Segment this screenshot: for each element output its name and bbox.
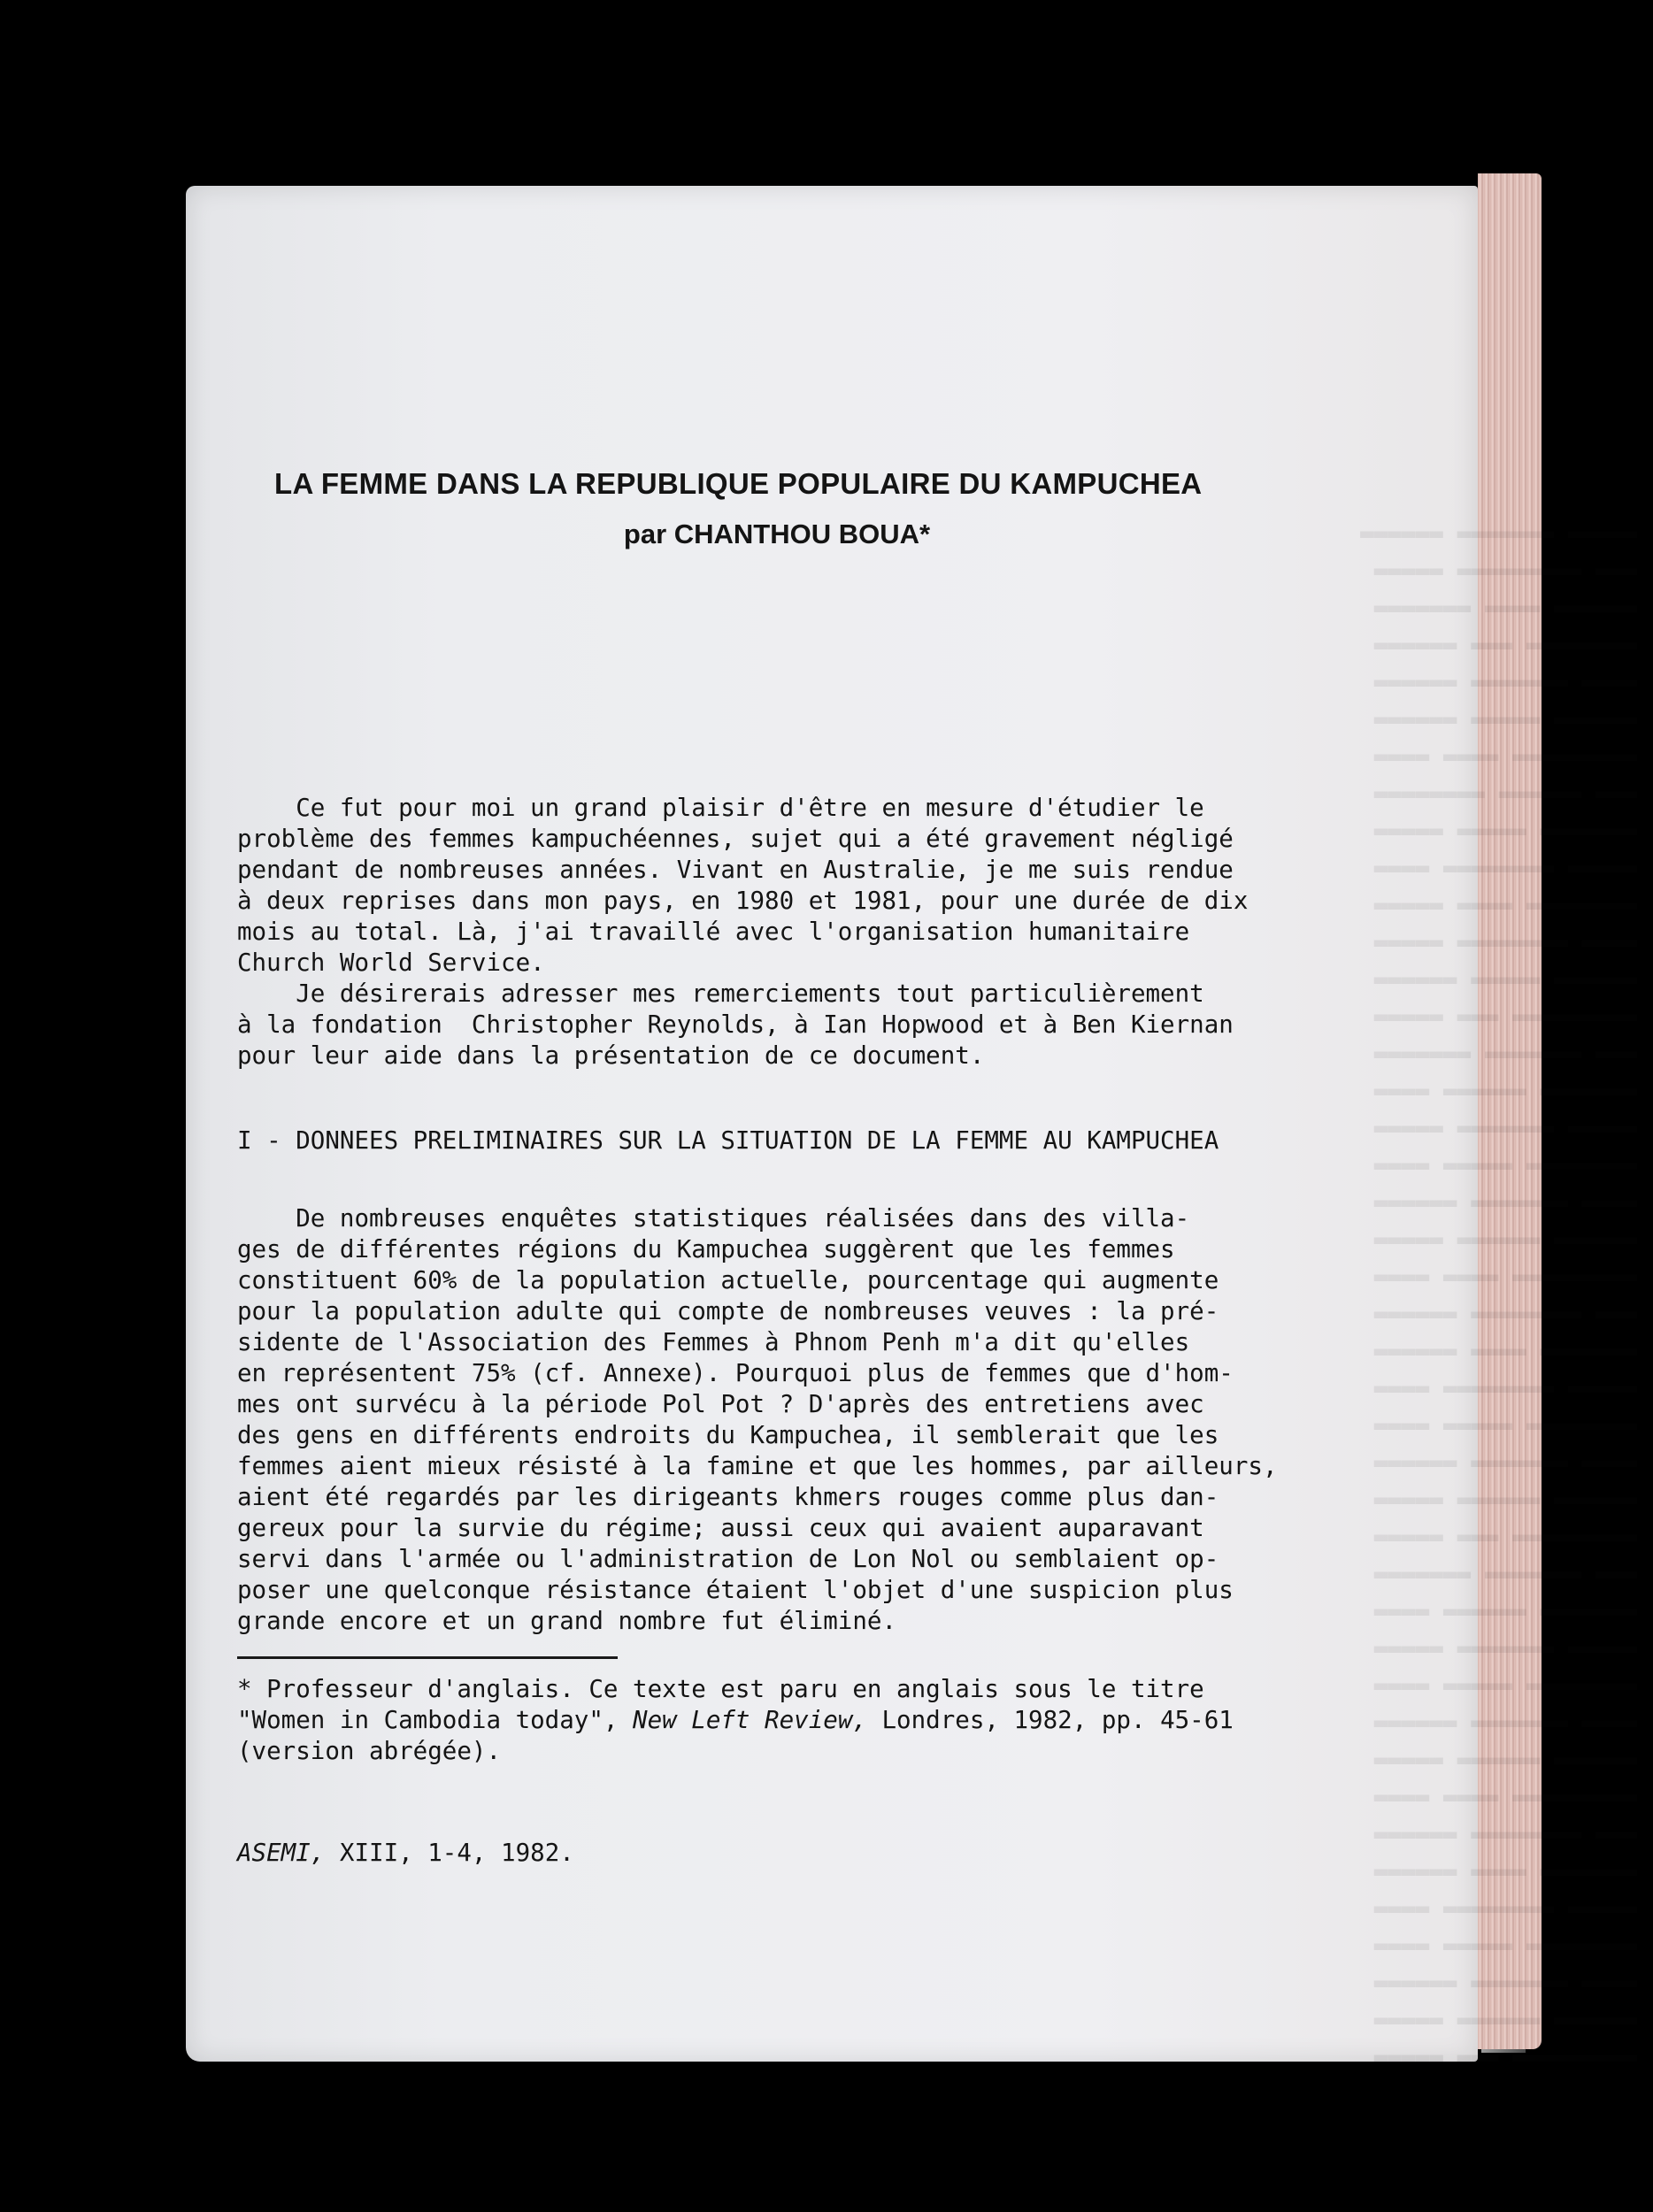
text-line: mois au total. Là, j'ai travaillé avec l'organisation humanitaire xyxy=(237,918,1190,946)
text-line: ges de différentes régions du Kampuchea suggèrent que les femmes xyxy=(237,1235,1175,1263)
text-line: problème des femmes kampuchéennes, sujet qui a été gravement négligé xyxy=(237,825,1234,853)
text-line: gereux pour la survie du régime; aussi ceux qui avaient auparavant xyxy=(237,1514,1204,1542)
show-through-texture: ▬▬▬▬▬ ▬▬▬▬▬▬▬ ▬▬▬▬▬▬ ▬▬▬ ▬▬▬▬▬▬▬▬▬ ▬▬▬▬▬ ▬▬▬▬▬▬ ▬▬▬▬ ▬▬▬▬▬▬▬ ▬▬▬▬▬▬▬▬ ▬▬▬ ▬▬▬▬▬▬ ▬▬▬▬ ▬▬▬▬▬▬▬ ▬▬▬▬▬▬ ▬▬▬▬▬▬ ▬▬▬▬▬ ▬▬▬▬▬▬ ▬▬▬▬▬▬▬▬▬ ▬▬▬▬ ▬▬▬▬ ▬▬▬ ▬▬▬▬▬▬ ▬▬▬▬▬▬▬▬ ▬▬▬▬▬▬▬ ▬▬▬▬▬ ▬▬▬▬▬ ▬▬▬▬▬ ▬▬▬▬▬▬▬▬ ▬▬▬▬ ▬▬▬▬▬▬▬▬ ▬▬▬▬ ▬▬▬▬▬ ▬▬▬▬ ▬▬▬▬▬▬▬▬ ▬▬▬▬▬ ▬▬▬▬▬▬ ▬▬▬▬▬ ▬▬▬▬▬▬ ▬▬▬▬▬▬▬▬▬ ▬▬▬ ▬▬▬▬▬ ▬▬▬ ▬▬▬▬▬▬▬ ▬▬▬▬▬▬▬ ▬▬▬▬▬▬▬ ▬▬▬▬▬▬ ▬▬▬▬ ▬▬▬▬▬ ▬▬▬▬▬▬▬ ▬▬▬▬▬ ▬▬▬▬▬▬▬▬ ▬▬▬▬▬ ▬▬▬▬ ▬▬▬▬ ▬▬▬▬▬▬▬ ▬▬▬▬▬▬ ▬▬▬▬▬▬ ▬▬▬▬▬▬ ▬▬▬▬▬ ▬▬▬▬▬▬▬▬▬ ▬▬▬▬ ▬▬▬▬ ▬▬▬ ▬▬▬▬▬▬▬▬ ▬▬▬▬▬▬ ▬▬▬▬▬▬▬ ▬▬▬▬ ▬▬▬▬▬▬ ▬▬▬▬▬ ▬▬▬▬▬▬▬▬ ▬▬▬▬ ▬▬▬▬▬▬▬▬ ▬▬▬▬▬ ▬▬▬▬ ▬▬▬▬ ▬▬▬▬▬▬▬ ▬▬▬▬▬▬ ▬▬▬▬▬▬ ▬▬▬▬▬▬ ▬▬▬▬▬ ▬▬▬▬▬▬▬▬▬ ▬▬▬ ▬▬▬▬▬ ▬▬▬ ▬▬▬▬▬▬▬ ▬▬▬▬▬▬▬ ▬▬▬▬▬▬▬ ▬▬▬▬▬▬ ▬▬▬▬ ▬▬▬▬▬ ▬▬▬▬▬▬▬ ▬▬▬▬▬ ▬▬▬▬▬▬▬▬ ▬▬▬▬▬ ▬▬▬▬ ▬▬▬▬ ▬▬▬▬▬▬▬ ▬▬▬▬▬▬ ▬▬▬▬▬▬ ▬▬▬▬▬▬ ▬▬▬▬▬ ▬▬▬▬▬▬▬▬▬ ▬▬▬▬ ▬▬▬▬ ▬▬▬ ▬▬▬▬▬▬▬▬ ▬▬▬▬▬▬ ▬▬▬▬▬▬▬ ▬▬▬▬ ▬▬▬▬▬▬ ▬▬▬▬▬ ▬▬▬▬▬▬▬▬ ▬▬▬▬ ▬▬▬▬▬▬▬▬ ▬▬▬▬▬ ▬▬▬▬ ▬▬▬▬ ▬▬▬▬▬▬▬ ▬▬▬▬▬▬ ▬▬▬▬▬▬ ▬▬▬▬▬▬ ▬▬▬▬▬ ▬▬▬▬▬▬▬▬▬ ▬▬▬ ▬▬▬▬▬ xyxy=(1359,520,1637,2070)
section-heading-text: I - DONNEES PRELIMINAIRES SUR LA SITUATION DE LA FEMME AU KAMPUCHEA xyxy=(237,1126,1219,1155)
text-line: pendant de nombreuses années. Vivant en Australie, je me suis rendue xyxy=(237,856,1234,884)
journal-name: ASEMI, xyxy=(237,1839,326,1867)
footnote-title: "Women in Cambodia today", xyxy=(237,1706,634,1734)
text-line: en représentent 75% (cf. Annexe). Pourquoi plus de femmes que d'hom- xyxy=(237,1359,1234,1387)
text-line: mes ont survécu à la période Pol Pot ? D'après des entretiens avec xyxy=(237,1390,1204,1418)
text-line: Je désirerais adresser mes remerciements tout particulièrement xyxy=(237,979,1204,1008)
citation-details: XIII, 1-4, 1982. xyxy=(325,1839,574,1867)
text-line: pour la population adulte qui compte de nombreuses veuves : la pré- xyxy=(237,1297,1219,1325)
text-line: à la fondation Christopher Reynolds, à Ian Hopwood et à Ben Kiernan xyxy=(237,1010,1234,1039)
article-title: LA FEMME DANS LA REPUBLIQUE POPULAIRE DU KAMPUCHEA xyxy=(274,467,1203,500)
intro-paragraph-1 xyxy=(237,793,1249,979)
text-line: pour leur aide dans la présentation de ce document. xyxy=(237,1041,985,1070)
text-line: Ce fut pour moi un grand plaisir d'être en mesure d'étudier le xyxy=(237,794,1204,822)
text-line: sidente de l'Association des Femmes à Phnom Penh m'a dit qu'elles xyxy=(237,1328,1190,1356)
footnote-line: * Professeur d'anglais. Ce texte est paru en anglais sous le titre xyxy=(237,1675,1204,1703)
article-author: par CHANTHOU BOUA* xyxy=(623,518,931,549)
footnote-source: Londres, 1982, pp. 45-61 xyxy=(866,1706,1234,1734)
text-line: femmes aient mieux résisté à la famine et que les hommes, par ailleurs, xyxy=(237,1452,1278,1480)
journal-citation xyxy=(237,1838,1228,1869)
text-line: Church World Service. xyxy=(237,949,545,977)
text-line: aient été regardés par les dirigeants khmers rouges comme plus dan- xyxy=(237,1483,1219,1511)
footnote-line: (version abrégée). xyxy=(237,1737,502,1765)
text-line: servi dans l'armée ou l'administration de Lon Nol ou semblaient op- xyxy=(237,1545,1219,1573)
text-line: des gens en différents endroits du Kampuchea, il semblerait que les xyxy=(237,1421,1219,1449)
section-paragraph xyxy=(237,1203,1278,1637)
footnote xyxy=(237,1674,1234,1767)
text-line: poser une quelconque résistance étaient l'objet d'une suspicion plus xyxy=(237,1576,1234,1604)
footnote-journal: New Left Review, xyxy=(633,1706,867,1734)
text-line: à deux reprises dans mon pays, en 1980 et 1981, pour une durée de dix xyxy=(237,887,1249,915)
citation-line xyxy=(237,1838,1228,1869)
footnote-rule xyxy=(237,1656,618,1659)
intro-paragraph-2 xyxy=(237,979,1234,1071)
text-line: grande encore et un grand nombre fut éliminé. xyxy=(237,1607,897,1635)
text-line: constituent 60% de la population actuelle, pourcentage qui augmente xyxy=(237,1266,1219,1294)
footnote-line xyxy=(237,1705,1234,1736)
text-line: De nombreuses enquêtes statistiques réalisées dans des villa- xyxy=(237,1204,1190,1233)
section-heading xyxy=(237,1125,1228,1156)
